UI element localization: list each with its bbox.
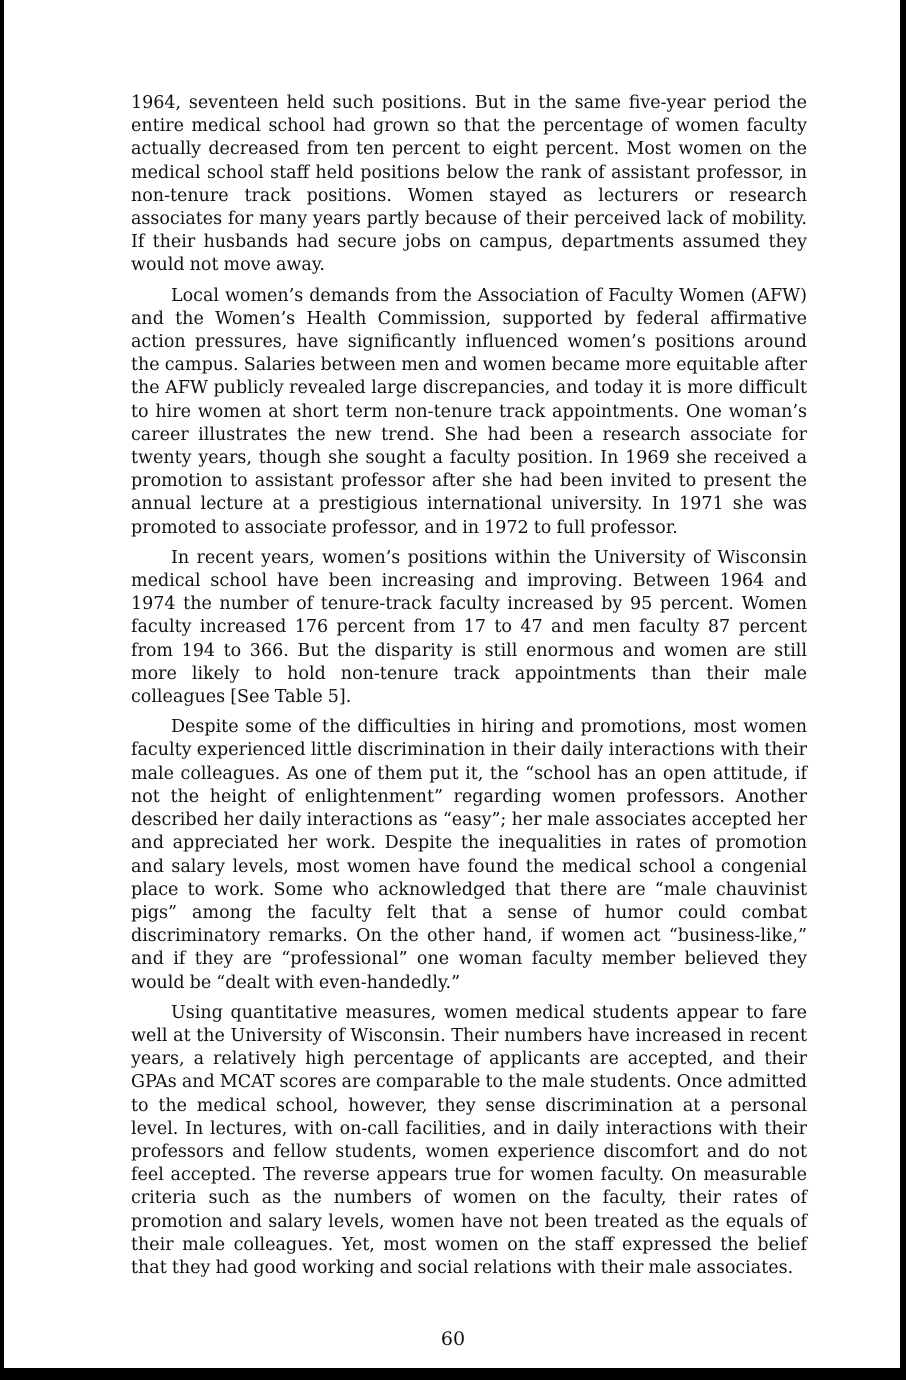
scan-right-border xyxy=(900,0,906,1380)
page-number: 60 xyxy=(440,1328,466,1350)
paragraph-daily-interactions: Despite some of the difficulties in hiring and promotions, most women faculty experienced little discrimination in their daily interactions with their male colleagues. As one of them put it, the “school has an open attitude, if not the height of enlightenment” regarding women professors. Another described her daily interactions as “easy”; her male associates accepted her and appreciated her work. Despite the inequalities in rates of promotion and salary levels, most women have found the medical school a congenial place to work. Some who acknowledged that there are “male chauvinist pigs” among the faculty felt that a sense of humor could combat discriminatory remarks. On the other hand, if women act “business-like,” and if they are “professional” one woman faculty member believed they would be “dealt with even-handedly.” xyxy=(131,717,807,993)
paragraph-local-demands: Local women’s demands from the Association of Faculty Women (AFW) and the Women’s Health Commission, supported by federal affirmative action pressures, have significantly influenced women’s positions around the campus. Salaries between men and women became more equitable after the AFW publicly revealed large discrepancies, and today it is more difficult to hire women at short term non-tenure track appointments. One woman’s career illustrates the new trend. She had been a research associate for twenty years, though she sought a faculty position. In 1969 she received a promotion to assistant professor after she had been invited to present the annual lecture at a prestigious international university. In 1971 she was promoted to associate professor, and in 1972 to full professor. xyxy=(131,285,807,538)
paragraph-recent-years: In recent years, women’s positions within the University of Wisconsin medical school have been increasing and improving. Between 1964 and 1974 the number of tenure-track faculty increased by 95 percent. Women faculty increased 176 percent from 17 to 47 and men faculty 87 percent from 194 to 366. But the disparity is still enormous and women are still more likely to hold non-tenure track appointments than their male colleagues [See Table 5]. xyxy=(131,547,807,708)
paragraph-quantitative-measures: Using quantitative measures, women medical students appear to fare well at the University of Wisconsin. Their numbers have increased in recent years, a relatively high percentage of applicants are accepted, and their GPAs and MCAT scores are comparable to the male students. Once admitted to the medical school, however, they sense discrimination at a personal level. In lectures, with on-call facilities, and in daily interactions with their professors and fellow students, women experience discomfort and do not feel accepted. The reverse appears true for women faculty. On measurable criteria such as the numbers of women on the faculty, their rates of promotion and salary levels, women have not been treated as the equals of their male colleagues. Yet, most women on the staff expressed the belief that they had good working and social relations with their male associates. xyxy=(131,1002,807,1278)
body-text xyxy=(131,92,807,1287)
scan-left-border xyxy=(0,0,4,1380)
paragraph-faculty-positions-1964: 1964, seventeen held such positions. But in the same five-year period the entire medical school had grown so that the percentage of women faculty actually decreased from ten percent to eight percent. Most women on the medical school staff held positions below the rank of assistant professor, in non-tenure track positions. Women stayed as lecturers or research associates for many years partly because of their perceived lack of mobility. If their husbands had secure jobs on campus, departments assumed they would not move away. xyxy=(131,93,807,276)
scan-bottom-border xyxy=(0,1368,906,1380)
